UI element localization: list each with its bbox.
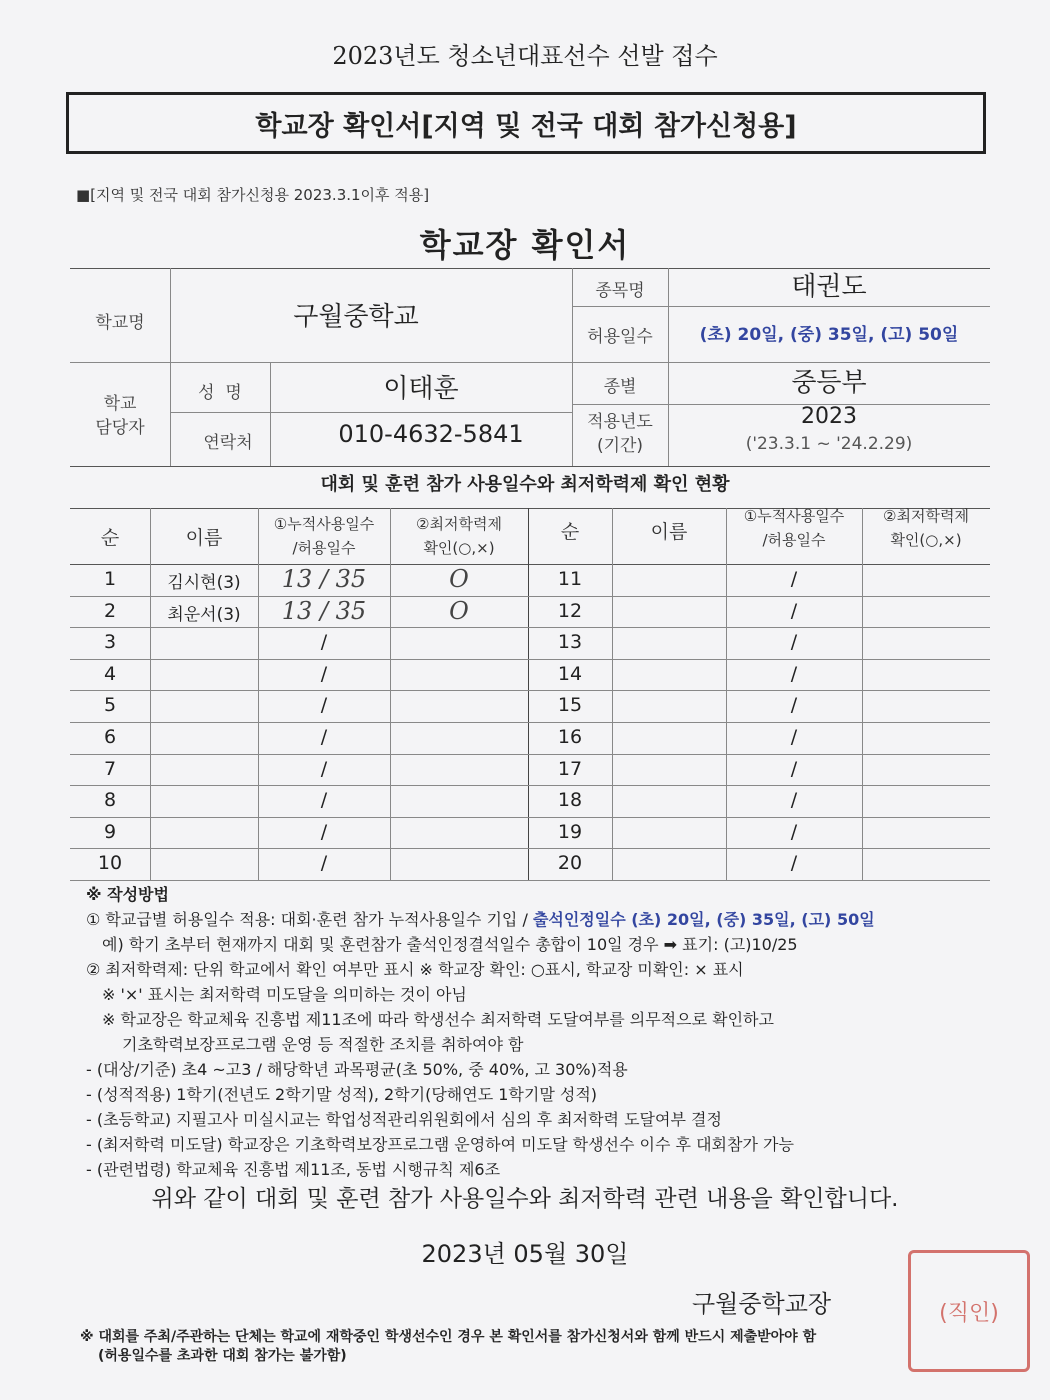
table-cell-no: 6: [103, 726, 117, 748]
table-cell-no: 17: [557, 757, 583, 780]
table-cell-no: 11: [557, 568, 583, 590]
info-divider: [170, 412, 572, 413]
table-cell-days: /: [790, 757, 798, 780]
header-name-left: 이름: [185, 527, 223, 549]
division-label: 종별: [603, 377, 637, 397]
seal-text: (직인): [939, 1300, 999, 1326]
header-days-line1: ①누적사용일수: [273, 515, 375, 533]
document-title: 학교장 확인서[지역 및 전국 대회 참가신청용]: [255, 110, 797, 142]
table-row-line: [70, 754, 990, 755]
status-section-title: 대회 및 훈련 참가 사용일수와 최저학력제 확인 현황: [320, 474, 730, 495]
instruction-line4: ※ '×' 표시는 최저학력 미도달을 의미하는 것이 아님: [102, 985, 467, 1004]
header-min-line1: ②최저학력제: [883, 507, 969, 525]
issue-date: 2023년 05월 30일: [421, 1240, 629, 1268]
year-label-line2: (기간): [596, 436, 644, 456]
table-cell-no: 16: [557, 726, 583, 748]
instructions-title: ※ 작성방법: [86, 885, 169, 904]
principal-signature: 구월중학교장: [692, 1290, 832, 1318]
table-cell-days: 13 / 35: [281, 565, 367, 593]
table-cell-no: 7: [103, 757, 117, 780]
allowed-days-value: (초) 20일, (중) 35일, (고) 50일: [699, 325, 959, 345]
table-cell-min: O: [449, 565, 469, 593]
header-days-right: [726, 504, 862, 552]
instruction-line: [86, 907, 1006, 932]
header-order-left: 순: [100, 527, 120, 549]
year-label-line1: 적용년도: [587, 412, 653, 432]
table-col-line: [150, 508, 151, 880]
header-days-left: [258, 512, 390, 560]
instruction-line2: 예) 학기 초부터 현재까지 대회 및 훈련참가 출석인정결석일수 총합이 10일 경우 ➡ 표기: (고)10/25: [102, 935, 798, 954]
header-min-line2: 확인(○,×): [890, 531, 962, 549]
header-days-line2: /허용일수: [292, 539, 356, 557]
division-value: 중등부: [791, 368, 867, 398]
period-value: ('23.3.1 ~ '24.2.29): [745, 434, 913, 454]
info-divider: [572, 306, 990, 307]
header-name-right: 이름: [650, 521, 688, 543]
table-cell-name: 최운서(3): [167, 604, 241, 625]
table-cell-days: /: [790, 852, 798, 875]
document-title-box: [66, 92, 986, 154]
table-cell-no: 19: [557, 820, 583, 843]
table-row-line: [70, 627, 990, 628]
school-name-value: 구월중학교: [293, 302, 419, 332]
table-header-border: [70, 564, 990, 565]
instruction-line11: - (관련법령) 학교체육 진흥법 제11조, 동법 시행규칙 제6조: [86, 1160, 501, 1179]
instruction-line3: ② 최저학력제: 단위 학교에서 확인 여부만 표시 ※ 학교장 확인: ○표시, 학교장 미확인: × 표시: [86, 960, 744, 979]
instruction-line10: - (최저학력 미도달) 학교장은 기초학력보장프로그램 운영하여 미도달 학생선수 이수 후 대회참가 가능: [86, 1135, 794, 1154]
table-cell-days: /: [790, 820, 798, 843]
table-row-line: [70, 785, 990, 786]
table-cell-days: /: [790, 631, 798, 654]
table-cell-no: 20: [557, 852, 583, 875]
header-days-line2: /허용일수: [762, 531, 826, 549]
table-cell-no: 12: [557, 599, 583, 622]
footer-line1: ※ 대회를 주최/주관하는 단체는 학교에 재학중인 학생선수인 경우 본 확인서를 참가신청서와 함께 반드시 제출받아야 함: [80, 1329, 817, 1345]
staff-label-line2: 담당자: [95, 418, 145, 438]
year-label: [572, 410, 668, 458]
header-min-left: [390, 512, 528, 560]
instruction-line7: - (대상/기준) 초4 ~고3 / 해당학년 과목평균(초 50%, 중 40%, 고 30%)적용: [86, 1060, 628, 1079]
table-cell-days: /: [320, 726, 328, 748]
table-cell-no: 13: [557, 631, 583, 654]
table-cell-min: O: [449, 596, 469, 625]
table-row-line: [70, 690, 990, 691]
application-note: ■[지역 및 전국 대회 참가신청용 2023.3.1이후 적용]: [76, 186, 430, 204]
year-value: 2023: [801, 404, 857, 429]
allowed-days-label: 허용일수: [587, 327, 653, 347]
table-cell-days: /: [320, 694, 328, 717]
table-cell-days: 13 / 35: [281, 596, 367, 625]
name-label: 성 명: [198, 383, 242, 403]
footer-line2: (허용일수를 초과한 대회 참가는 불가함): [98, 1348, 347, 1364]
header-min-right: [862, 504, 990, 552]
contact-label: 연락처: [203, 433, 253, 453]
table-row-line: [70, 722, 990, 723]
table-cell-no: 3: [103, 631, 117, 654]
contact-value: 010-4632-5841: [338, 420, 524, 448]
header-order-right: 순: [560, 521, 580, 543]
name-value: 이태훈: [383, 374, 459, 404]
instruction-line6: 기초학력보장프로그램 운영 등 적절한 조치를 취하여야 함: [122, 1035, 524, 1054]
table-cell-no: 18: [557, 789, 583, 812]
table-cell-days: /: [790, 726, 798, 748]
info-bottom-border: [70, 466, 990, 467]
table-cell-no: 10: [97, 852, 123, 875]
table-cell-days: /: [320, 789, 328, 812]
sport-value: 태권도: [791, 272, 867, 302]
table-cell-no: 15: [557, 694, 583, 717]
table-row-line: [70, 848, 990, 849]
confirmation-statement: 위와 같이 대회 및 훈련 참가 사용일수와 최저학력 관련 내용을 확인합니다.: [151, 1186, 899, 1212]
instructions: [86, 882, 1006, 1182]
table-cell-days: /: [320, 852, 328, 875]
header-min-line2: 확인(○,×): [423, 539, 495, 557]
school-name-label: 학교명: [95, 313, 145, 333]
instruction-line5: ※ 학교장은 학교체육 진흥법 제11조에 따라 학생선수 최저학력 도달여부를 의무적으로 확인하고: [102, 1010, 774, 1029]
instruction-line8: - (성적적용) 1학기(전년도 2학기말 성적), 2학기(당해연도 1학기말 성적): [86, 1085, 598, 1104]
table-cell-days: /: [320, 662, 328, 685]
table-cell-days: /: [790, 599, 798, 622]
instruction-line9: - (초등학교) 지필고사 미실시교는 학업성적관리위원회에서 심의 후 최저학력 도달여부 결정: [86, 1110, 722, 1129]
table-row-line: [70, 596, 990, 597]
table-cell-days: /: [320, 631, 328, 654]
instruction-line1-highlight: 출석인정일수 (초) 20일, (중) 35일, (고) 50일: [532, 910, 875, 929]
header-days-line1: ①누적사용일수: [743, 507, 845, 525]
table-row-line: [70, 659, 990, 660]
table-col-line: [390, 508, 391, 880]
header-min-line1: ②최저학력제: [416, 515, 502, 533]
table-cell-days: /: [320, 820, 328, 843]
sport-label: 종목명: [595, 281, 645, 301]
page-header-title: 2023년도 청소년대표선수 선발 접수: [332, 42, 718, 70]
table-cell-days: /: [320, 757, 328, 780]
table-cell-no: 14: [557, 662, 583, 685]
form-title: 학교장 확인서: [419, 226, 631, 264]
table-row-line: [70, 817, 990, 818]
table-cell-no: 8: [103, 789, 117, 812]
instruction-line1: ① 학교급별 허용일수 적용: 대회·훈련 참가 누적사용일수 기입 /: [86, 910, 528, 929]
footer-note: [80, 1328, 1000, 1366]
table-cell-no: 2: [103, 599, 117, 622]
table-cell-days: /: [790, 662, 798, 685]
table-cell-name: 김시현(3): [167, 573, 241, 593]
table-col-line: [862, 508, 863, 880]
staff-label-line1: 학교: [103, 394, 137, 414]
table-cell-no: 4: [103, 662, 117, 685]
table-cell-no: 5: [103, 694, 117, 717]
table-row-line: [70, 880, 990, 881]
table-col-line: [612, 508, 613, 880]
table-cell-days: /: [790, 694, 798, 717]
table-cell-days: /: [790, 789, 798, 812]
table-cell-days: /: [790, 568, 798, 590]
staff-label: [70, 392, 170, 440]
table-cell-no: 1: [103, 568, 117, 590]
table-cell-no: 9: [103, 820, 117, 843]
